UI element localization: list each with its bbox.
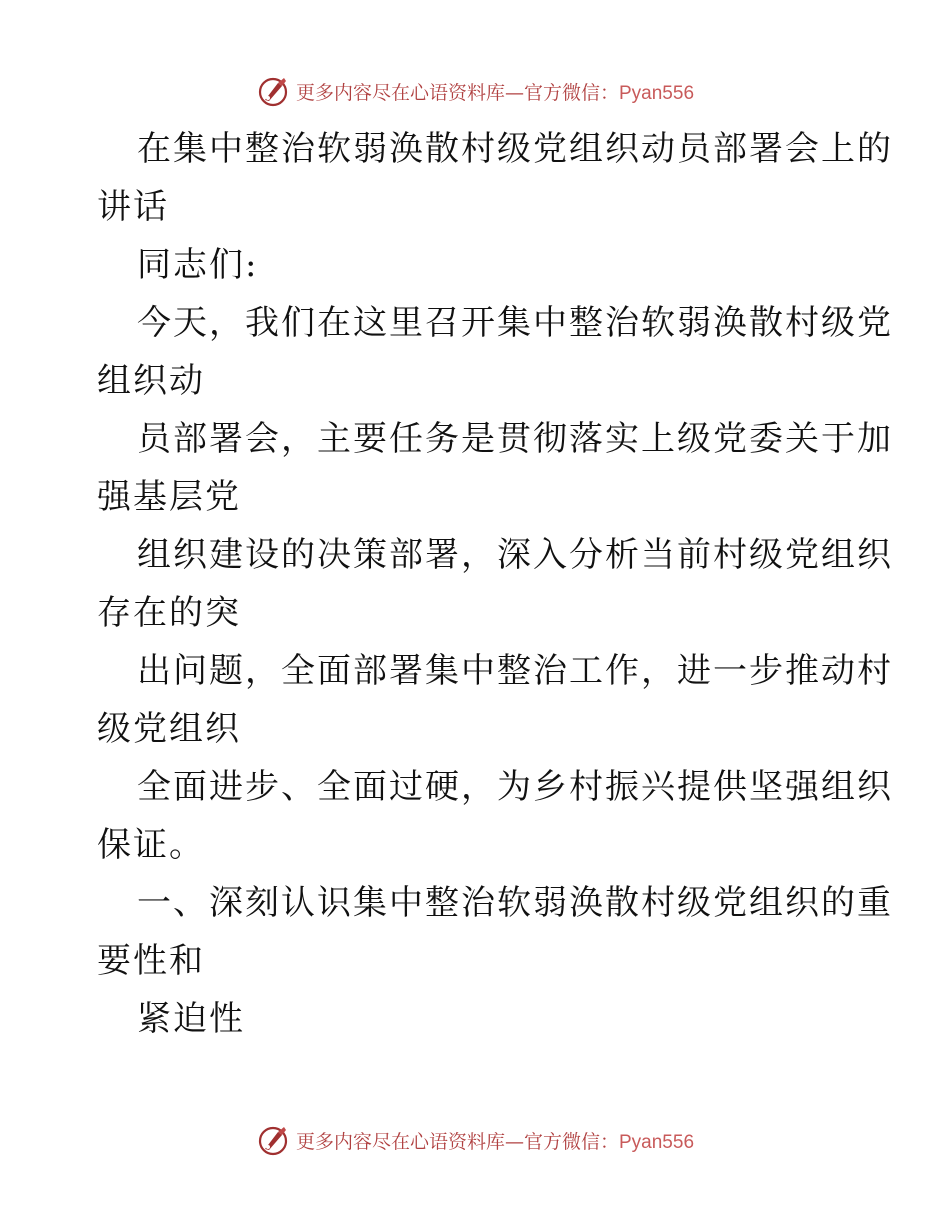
watermark-text xyxy=(296,78,694,105)
footer-watermark xyxy=(0,1120,950,1160)
watermark-suffix: 官方微信： xyxy=(523,81,619,104)
paragraph-line: 强基层党 xyxy=(97,477,241,517)
header-watermark xyxy=(0,71,950,111)
watermark-prefix: 更多内容尽在心语资料库 xyxy=(295,1130,505,1153)
watermark-suffix: 官方微信： xyxy=(523,1130,619,1153)
section-heading-line: 一、深刻认识集中整治软弱涣散村级党组织的重 xyxy=(137,883,893,923)
paragraph-line: 全面进步、全面过硬，为乡村振兴提供坚强组织 xyxy=(137,767,893,807)
paragraph-line: 保证。 xyxy=(97,825,205,865)
title-line-1: 在集中整治软弱涣散村级党组织动员部署会上的 xyxy=(137,129,893,169)
paragraph-line: 组织建设的决策部署，深入分析当前村级党组织 xyxy=(137,535,893,575)
salutation: 同志们: xyxy=(137,245,259,285)
document-body xyxy=(97,120,893,1048)
watermark-separator: — xyxy=(504,1130,524,1153)
quill-pen-logo-icon xyxy=(256,1123,290,1157)
watermark-prefix: 更多内容尽在心语资料库 xyxy=(295,81,505,104)
paragraph-line: 存在的突 xyxy=(97,593,241,633)
watermark-account: Pyan556 xyxy=(619,82,695,104)
title-line-2: 讲话 xyxy=(97,187,169,227)
section-heading-line: 紧迫性 xyxy=(137,999,245,1039)
section-heading-line: 要性和 xyxy=(97,941,205,981)
paragraph-line: 级党组织 xyxy=(97,709,241,749)
paragraph-line: 员部署会，主要任务是贯彻落实上级党委关于加 xyxy=(137,419,893,459)
quill-pen-logo-icon xyxy=(256,74,290,108)
watermark-text xyxy=(296,1127,694,1154)
paragraph-line: 今天，我们在这里召开集中整治软弱涣散村级党 xyxy=(137,303,893,343)
watermark-separator: — xyxy=(504,81,524,104)
watermark-account: Pyan556 xyxy=(619,1131,695,1153)
paragraph-line: 出问题，全面部署集中整治工作，进一步推动村 xyxy=(137,651,893,691)
paragraph-line: 组织动 xyxy=(97,361,205,401)
